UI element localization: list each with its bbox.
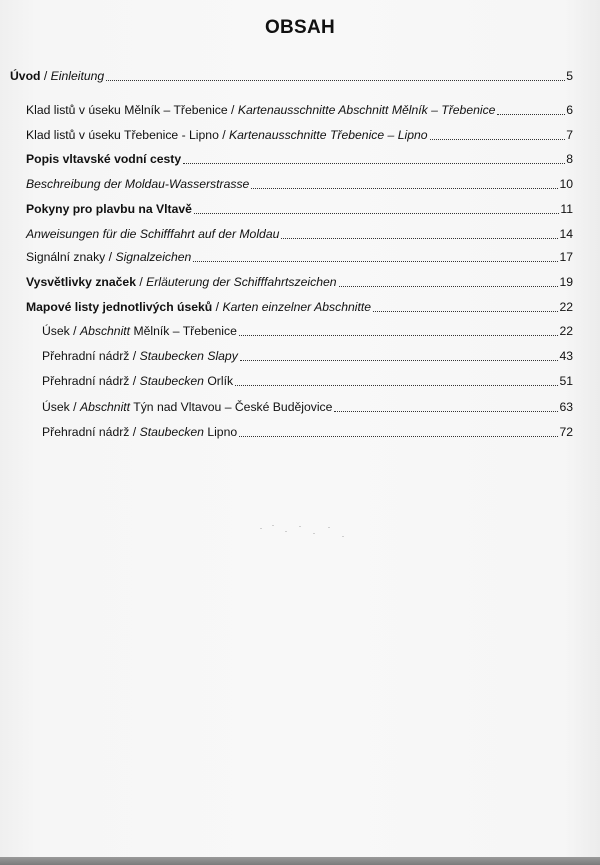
toc-entry-title-part: Přehradní nádrž / xyxy=(42,349,140,363)
toc-entry xyxy=(26,199,573,217)
toc-dot-leader xyxy=(183,163,565,164)
toc-page-number: 51 xyxy=(559,374,573,388)
toc-entry xyxy=(42,321,573,339)
toc-entry xyxy=(26,100,573,118)
toc-dot-leader xyxy=(497,114,565,115)
toc-entry-title-part: Signální znaky / xyxy=(26,250,116,264)
toc-entry-title-part: Klad listů v úseku Mělník – Třebenice / xyxy=(26,103,238,117)
toc-entry-title-part: Lipno xyxy=(203,425,238,439)
paper-specks xyxy=(258,522,348,542)
toc-dot-leader xyxy=(194,213,559,214)
toc-entry-title-part: Úsek / xyxy=(42,324,80,338)
toc-entry-title xyxy=(42,323,237,339)
toc-entry xyxy=(42,422,573,440)
toc-entry xyxy=(26,125,573,143)
toc-entry-title-part: Kartenausschnitte Třebenice – Lipno xyxy=(229,128,428,142)
toc-entry xyxy=(26,149,573,167)
toc-entry-title xyxy=(42,399,332,415)
toc-entry-title xyxy=(26,226,279,242)
toc-page-number: 19 xyxy=(559,275,573,289)
toc-entry-title xyxy=(10,68,104,84)
toc-entry-title-part: / xyxy=(40,69,51,83)
toc-entry xyxy=(26,224,573,242)
toc-entry-title-part: Abschnitt xyxy=(79,400,131,414)
toc-entry-title-part: Staubecken Slapy xyxy=(139,349,238,363)
toc-entry-title-part: Úsek / xyxy=(42,400,80,414)
toc-page-number: 43 xyxy=(559,349,573,363)
toc-page-number: 17 xyxy=(559,250,573,264)
toc-entry-title-part: Abschnitt xyxy=(79,324,131,338)
toc-dot-leader xyxy=(240,360,559,361)
toc-page-number: 8 xyxy=(566,152,573,166)
toc-entry-title-part: Mapové listy jednotlivých úseků xyxy=(26,300,213,314)
toc-entry-title-part: / xyxy=(212,300,223,314)
toc-dot-leader xyxy=(373,311,558,312)
toc-entry-title-part: Pokyny pro plavbu na Vltavě xyxy=(26,202,192,216)
toc-dot-leader xyxy=(339,286,559,287)
toc-entry-title-part: Kartenausschnitte Abschnitt Mělník – Třebenice xyxy=(237,103,496,117)
toc-entry-title-part: Přehradní nádrž / xyxy=(42,374,140,388)
page-title: OBSAH xyxy=(264,17,336,38)
toc-dot-leader xyxy=(193,261,558,262)
toc-entry xyxy=(26,297,573,315)
toc-dot-leader xyxy=(430,139,566,140)
toc-page-number: 11 xyxy=(560,202,573,216)
toc-entry-title-part: Einleitung xyxy=(50,69,105,83)
toc-page-number: 22 xyxy=(559,300,573,314)
toc-entry-title xyxy=(26,127,428,143)
toc-entry-title-part: Staubecken xyxy=(139,374,204,388)
toc-dot-leader xyxy=(281,238,558,239)
toc-entry-title-part: Mělník – Třebenice xyxy=(130,324,237,338)
toc-entry xyxy=(42,346,573,364)
toc-dot-leader xyxy=(235,385,558,386)
toc-dot-leader xyxy=(334,411,558,412)
toc-entry-title xyxy=(26,201,192,217)
toc-entry-title-part: Beschreibung der Moldau-Wasserstrasse xyxy=(26,177,250,191)
toc-entry xyxy=(42,371,573,389)
toc-entry xyxy=(26,247,573,265)
toc-entry-title xyxy=(26,151,181,167)
toc-entry-title xyxy=(42,424,237,440)
toc-entry xyxy=(26,174,573,192)
toc-page-number: 5 xyxy=(566,69,573,83)
toc-entry xyxy=(10,66,573,84)
toc-entry-title-part: Erläuterung der Schifffahrtszeichen xyxy=(146,275,337,289)
toc-entry-title-part: Popis vltavské vodní cesty xyxy=(26,152,182,166)
toc-entry-title-part: Karten einzelner Abschnitte xyxy=(222,300,372,314)
toc-entry-title-part: / xyxy=(136,275,147,289)
toc-dot-leader xyxy=(239,436,558,437)
toc-entry-title xyxy=(26,249,191,265)
toc-entry xyxy=(42,397,573,415)
toc-page-number: 6 xyxy=(566,103,573,117)
scan-bottom-edge xyxy=(0,857,600,865)
toc-entry-title-part: Anweisungen für die Schifffahrt auf der Moldau xyxy=(26,227,280,241)
toc-entry-title-part: Týn nad Vltavou – České Budějovice xyxy=(130,400,333,414)
toc-entry-title-part: Signalzeichen xyxy=(115,250,192,264)
toc-entry-title-part: Staubecken xyxy=(139,425,204,439)
toc-entry-title xyxy=(26,274,337,290)
toc-entry-title xyxy=(42,348,238,364)
toc-page-number: 22 xyxy=(559,324,573,338)
toc-page-number: 7 xyxy=(566,128,573,142)
toc-entry xyxy=(26,272,573,290)
toc-page-number: 14 xyxy=(559,227,573,241)
toc-dot-leader xyxy=(251,188,558,189)
toc-entry-title xyxy=(42,373,233,389)
toc-entry-title-part: Vysvětlivky značek xyxy=(26,275,136,289)
toc-entry-title-part: Přehradní nádrž / xyxy=(42,425,140,439)
toc-dot-leader xyxy=(106,80,565,81)
toc-entry-title-part: Klad listů v úseku Třebenice - Lipno / xyxy=(26,128,230,142)
toc-entry-title-part: Úvod xyxy=(10,69,41,83)
toc-entry-title xyxy=(26,176,249,192)
toc-dot-leader xyxy=(239,335,559,336)
toc-page-number: 63 xyxy=(559,400,573,414)
toc-page-number: 72 xyxy=(559,425,573,439)
toc-entry-title xyxy=(26,102,495,118)
toc-entry-title xyxy=(26,299,371,315)
toc-entry-title-part: Orlík xyxy=(203,374,234,388)
toc-page-number: 10 xyxy=(559,177,573,191)
